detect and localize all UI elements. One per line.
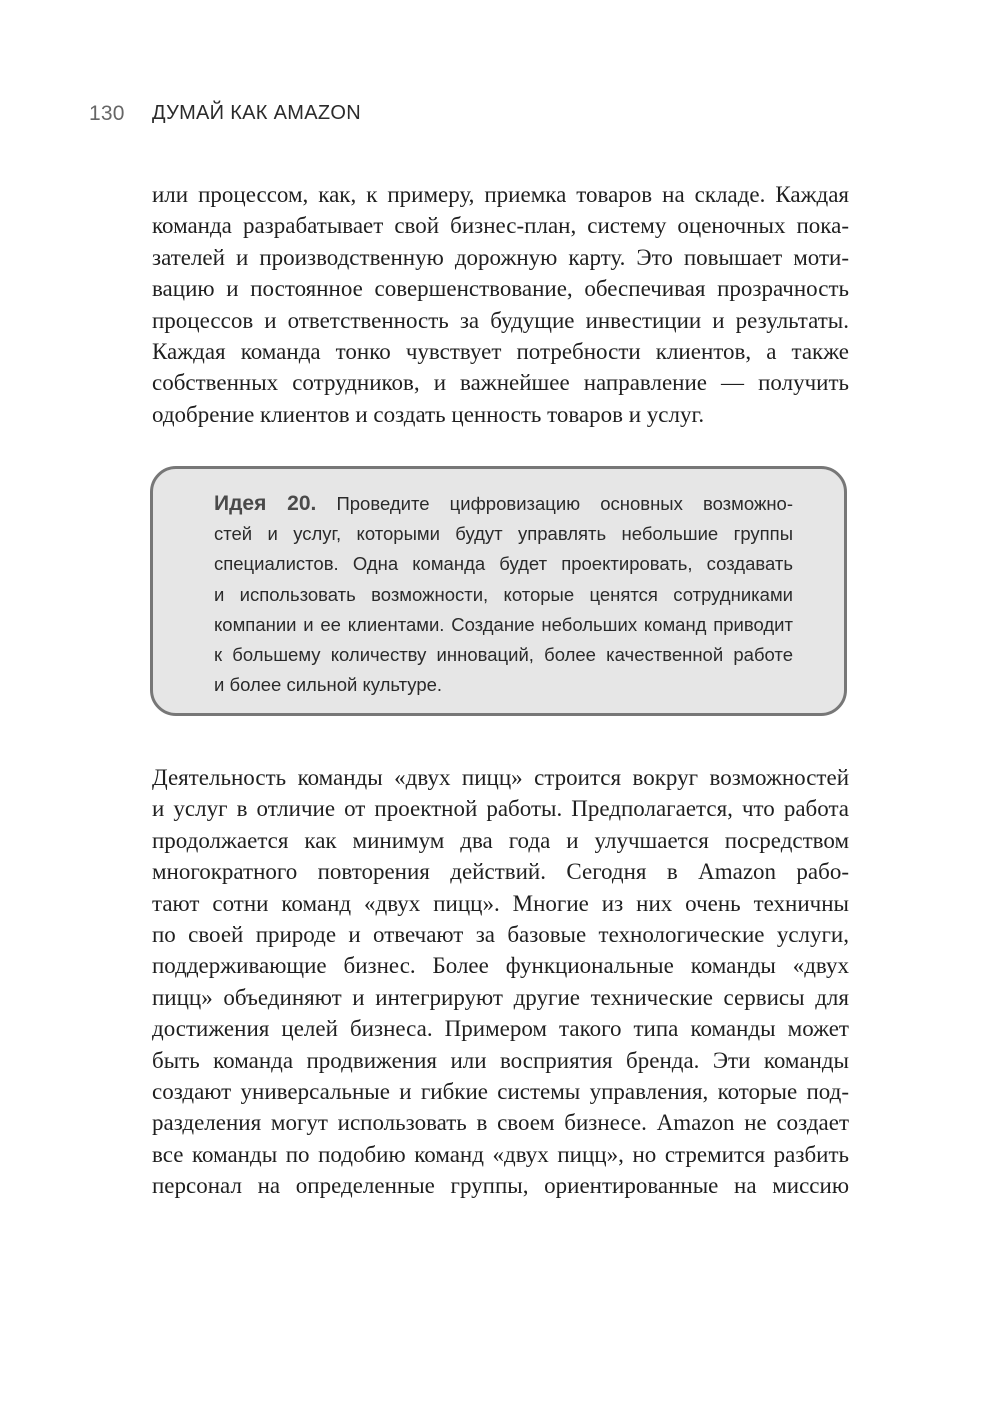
text-line: или процессом, как, к примеру, приемка товаров на складе. Каждая xyxy=(152,182,849,207)
text-line: вацию и постоянное совершенствование, обеспечивая прозрачность xyxy=(152,276,849,302)
text-line: и использовать возможности, которые ценятся сотрудниками xyxy=(214,583,793,605)
text-line: и услуг в отличие от проектной работы. Предполагается, что работа xyxy=(152,796,849,822)
text-line: пицц» объединяют и интегрируют другие технические сервисы для xyxy=(152,984,849,1010)
text-line: персонал на определенные группы, ориентированные на миссию xyxy=(152,1173,849,1199)
text-line: зателей и производственную дорожную карту. Это повышает моти- xyxy=(152,244,849,270)
body-paragraph xyxy=(152,762,849,1202)
text-line: собственных сотрудников, и важнейшее направление — получить xyxy=(152,370,849,396)
text-line: к большему количеству инноваций, более качественной работе xyxy=(214,644,793,666)
text-line: команда разрабатывает свой бизнес-план, систему оценочных пока- xyxy=(152,213,849,239)
text-line: продолжается как минимум два года и улучшается посредством xyxy=(152,827,849,853)
text-line: поддерживающие бизнес. Более функциональные команды «двух xyxy=(152,953,849,979)
running-head-title: ДУМАЙ КАК AMAZON xyxy=(152,102,361,124)
text-line: создают универсальные и гибкие системы управления, которые под- xyxy=(152,1079,849,1105)
body-paragraph xyxy=(152,179,849,430)
text-line: специалистов. Одна команда будет проектировать, создавать xyxy=(214,553,793,575)
text-line: Каждая команда тонко чувствует потребности клиентов, а также xyxy=(152,339,849,365)
idea-first-line: Проведите цифровизацию основных возможно- xyxy=(316,493,793,514)
text-line: процессов и ответственность за будущие инвестиции и результаты. xyxy=(152,307,849,333)
text-line: все команды по подобию команд «двух пицц», но стремится разбить xyxy=(152,1141,849,1167)
text-line: одобрение клиентов и создать ценность товаров и услуг. xyxy=(152,401,705,427)
idea-callout-text xyxy=(214,489,793,700)
text-line: и более сильной культуре. xyxy=(214,674,443,696)
text-line xyxy=(214,489,793,519)
text-line: Деятельность команды «двух пицц» строится вокруг возможностей xyxy=(152,765,849,790)
text-line: многократного повторения действий. Сегодня в Amazon рабо- xyxy=(152,859,849,885)
text-line: компании и ее клиентами. Создание небольших команд приводит xyxy=(214,613,793,635)
text-line: по своей природе и отвечают за базовые технологические услуги, xyxy=(152,922,849,948)
text-line: быть команда продвижения или восприятия бренда. Эти команды xyxy=(152,1047,849,1073)
text-line: тают сотни команд «двух пицц». Многие из них очень техничны xyxy=(152,890,849,916)
idea-callout-box xyxy=(150,466,847,716)
idea-label: Идея 20. xyxy=(214,492,317,515)
text-line: достижения целей бизнеса. Примером такого типа команды может xyxy=(152,1016,849,1042)
text-line: стей и услуг, которыми будут управлять небольшие группы xyxy=(214,523,793,545)
page-number: 130 xyxy=(89,102,125,125)
text-line: разделения могут использовать в своем бизнесе. Amazon не создает xyxy=(152,1110,849,1136)
